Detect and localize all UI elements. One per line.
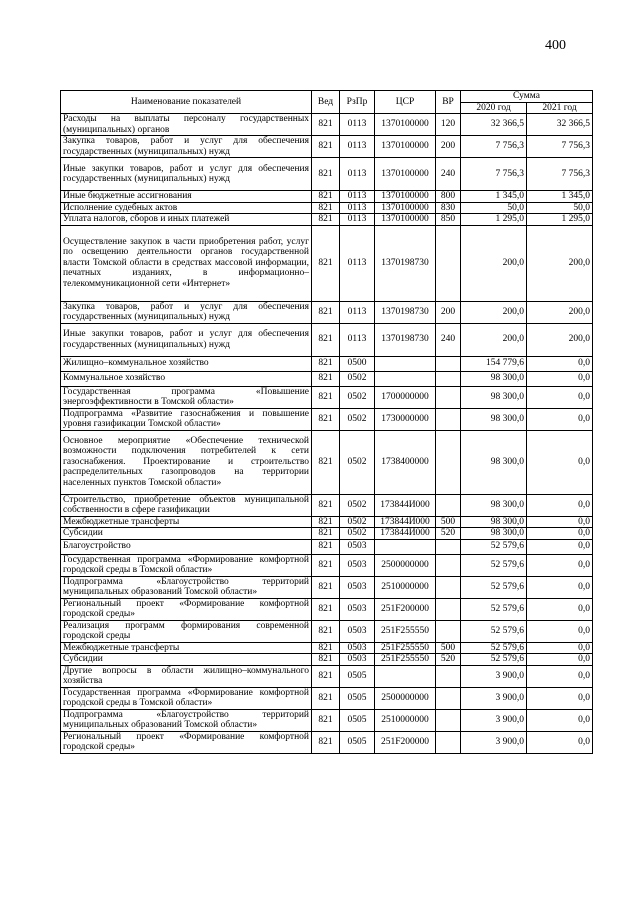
table-row: [61, 687, 593, 709]
row-sum-2020: 98 300,0: [461, 516, 527, 528]
row-sum-2021: 0,0: [527, 371, 593, 386]
row-sum-2021: 0,0: [527, 642, 593, 654]
row-name: Иные закупки товаров, работ и услуг для обеспечения государственных (муниципальных) нужд: [61, 323, 312, 356]
table-row: [61, 114, 593, 136]
row-sum-2021: 200,0: [527, 225, 593, 301]
row-ved: 821: [312, 494, 340, 516]
page-number: 400: [545, 38, 566, 53]
row-sum-2021: 7 756,3: [527, 158, 593, 191]
row-sum-2020: 1 295,0: [461, 214, 527, 226]
row-ved: 821: [312, 598, 340, 620]
row-sum-2021: 7 756,3: [527, 136, 593, 158]
row-vr: [436, 408, 461, 430]
row-vr: 520: [436, 654, 461, 666]
row-ved: 821: [312, 709, 340, 731]
row-csr: 2510000000: [375, 576, 436, 598]
row-vr: [436, 709, 461, 731]
row-name: Государственная программа «Формирование комфортной городской среды в Томской области»: [61, 554, 312, 576]
row-csr: 251F200000: [375, 731, 436, 753]
row-sum-2020: 154 779,6: [461, 356, 527, 371]
row-csr: 1370100000: [375, 114, 436, 136]
row-csr: 173844И000: [375, 494, 436, 516]
row-csr: [375, 356, 436, 371]
row-csr: 1370198730: [375, 323, 436, 356]
table-row: [61, 214, 593, 226]
row-sum-2021: 1 345,0: [527, 191, 593, 203]
row-csr: 1370198730: [375, 301, 436, 323]
row-name: Межбюджетные трансферты: [61, 642, 312, 654]
row-sum-2020: 200,0: [461, 323, 527, 356]
row-ved: 821: [312, 136, 340, 158]
row-csr: [375, 539, 436, 554]
row-ved: 821: [312, 356, 340, 371]
row-sum-2021: 0,0: [527, 528, 593, 540]
row-name: Осуществление закупок в части приобретения работ, услуг по освещению деятельности органов государственной власти Томской области в средствах массовой информации, печатных изданиях, в информационно–телекоммуникационной сети «Интернет»: [61, 225, 312, 301]
row-csr: 1370100000: [375, 214, 436, 226]
row-sum-2021: 0,0: [527, 620, 593, 642]
row-sum-2021: 200,0: [527, 323, 593, 356]
row-vr: 240: [436, 323, 461, 356]
row-rzpr: 0503: [340, 642, 375, 654]
row-rzpr: 0502: [340, 430, 375, 494]
row-vr: [436, 539, 461, 554]
row-csr: 1370100000: [375, 136, 436, 158]
row-sum-2021: 0,0: [527, 709, 593, 731]
row-csr: 2500000000: [375, 554, 436, 576]
row-vr: [436, 687, 461, 709]
row-sum-2020: 52 579,6: [461, 598, 527, 620]
row-rzpr: 0502: [340, 371, 375, 386]
row-ved: 821: [312, 386, 340, 408]
row-rzpr: 0502: [340, 528, 375, 540]
header-rzpr: РзПр: [340, 91, 375, 114]
row-sum-2021: 0,0: [527, 408, 593, 430]
row-vr: 520: [436, 528, 461, 540]
table-row: [61, 709, 593, 731]
row-csr: 2510000000: [375, 709, 436, 731]
table-row: [61, 386, 593, 408]
header-ved: Вед: [312, 91, 340, 114]
row-rzpr: 0503: [340, 539, 375, 554]
row-name: Иные закупки товаров, работ и услуг для обеспечения государственных (муниципальных) нужд: [61, 158, 312, 191]
row-rzpr: 0113: [340, 202, 375, 214]
row-csr: 173844И000: [375, 528, 436, 540]
table-row: [61, 371, 593, 386]
row-ved: 821: [312, 687, 340, 709]
row-vr: [436, 430, 461, 494]
header-csr: ЦСР: [375, 91, 436, 114]
row-vr: 200: [436, 136, 461, 158]
row-name: Подпрограмма «Развитие газоснабжения и повышение уровня газификации Томской области»: [61, 408, 312, 430]
table-body: [61, 114, 593, 754]
row-rzpr: 0113: [340, 191, 375, 203]
row-vr: [436, 665, 461, 687]
row-sum-2021: 50,0: [527, 202, 593, 214]
header-year-2021: 2021 год: [527, 102, 593, 114]
row-name: Подпрограмма «Благоустройство территорий муниципальных образований Томской области»: [61, 709, 312, 731]
header-name: Наименование показателей: [61, 91, 312, 114]
row-ved: 821: [312, 214, 340, 226]
row-csr: 2500000000: [375, 687, 436, 709]
row-name: Государственная программа «Повышение энергоэффективности в Томской области»: [61, 386, 312, 408]
row-name: Государственная программа «Формирование комфортной городской среды в Томской области»: [61, 687, 312, 709]
row-ved: 821: [312, 576, 340, 598]
row-rzpr: 0113: [340, 225, 375, 301]
row-csr: 173844И000: [375, 516, 436, 528]
row-name: Закупка товаров, работ и услуг для обеспечения государственных (муниципальных) нужд: [61, 301, 312, 323]
row-sum-2021: 32 366,5: [527, 114, 593, 136]
row-ved: 821: [312, 528, 340, 540]
row-rzpr: 0502: [340, 386, 375, 408]
row-rzpr: 0503: [340, 598, 375, 620]
row-csr: [375, 371, 436, 386]
table-row: [61, 665, 593, 687]
row-sum-2020: 98 300,0: [461, 386, 527, 408]
row-name: Благоустройство: [61, 539, 312, 554]
row-name: Субсидии: [61, 654, 312, 666]
row-ved: 821: [312, 516, 340, 528]
table-row: [61, 731, 593, 753]
row-csr: 251F255550: [375, 642, 436, 654]
row-csr: 1700000000: [375, 386, 436, 408]
row-rzpr: 0505: [340, 665, 375, 687]
row-sum-2020: 52 579,6: [461, 654, 527, 666]
row-sum-2020: 52 579,6: [461, 576, 527, 598]
row-sum-2020: 32 366,5: [461, 114, 527, 136]
row-sum-2020: 7 756,3: [461, 158, 527, 191]
row-sum-2020: 98 300,0: [461, 528, 527, 540]
row-rzpr: 0505: [340, 709, 375, 731]
row-name: Жилищно–коммунальное хозяйство: [61, 356, 312, 371]
row-sum-2020: 98 300,0: [461, 494, 527, 516]
row-name: Коммунальное хозяйство: [61, 371, 312, 386]
row-name: Исполнение судебных актов: [61, 202, 312, 214]
table-row: [61, 323, 593, 356]
table-row: [61, 528, 593, 540]
row-sum-2021: 0,0: [527, 554, 593, 576]
row-ved: 821: [312, 654, 340, 666]
row-sum-2021: 0,0: [527, 731, 593, 753]
row-name: Региональный проект «Формирование комфортной городской среды»: [61, 598, 312, 620]
row-rzpr: 0113: [340, 214, 375, 226]
table-row: [61, 356, 593, 371]
row-rzpr: 0502: [340, 516, 375, 528]
row-rzpr: 0113: [340, 136, 375, 158]
row-vr: 800: [436, 191, 461, 203]
row-ved: 821: [312, 554, 340, 576]
row-rzpr: 0113: [340, 323, 375, 356]
row-vr: 850: [436, 214, 461, 226]
row-sum-2020: 98 300,0: [461, 371, 527, 386]
row-sum-2021: 0,0: [527, 430, 593, 494]
row-ved: 821: [312, 620, 340, 642]
table-row: [61, 620, 593, 642]
row-vr: 500: [436, 642, 461, 654]
row-sum-2020: 3 900,0: [461, 731, 527, 753]
row-csr: 1730000000: [375, 408, 436, 430]
row-sum-2021: 200,0: [527, 301, 593, 323]
row-csr: 1738400000: [375, 430, 436, 494]
row-sum-2020: 52 579,6: [461, 554, 527, 576]
row-sum-2021: 0,0: [527, 687, 593, 709]
row-sum-2020: 200,0: [461, 301, 527, 323]
row-rzpr: 0503: [340, 654, 375, 666]
row-ved: 821: [312, 323, 340, 356]
row-sum-2020: 1 345,0: [461, 191, 527, 203]
row-ved: 821: [312, 225, 340, 301]
row-ved: 821: [312, 191, 340, 203]
row-name: Основное мероприятие «Обеспечение технической возможности подключения потребителей к сети газоснабжения. Проектирование и строительство распределительных газопроводов на территории населенных пунктов Томской области»: [61, 430, 312, 494]
row-ved: 821: [312, 408, 340, 430]
row-name: Расходы на выплаты персоналу государственных (муниципальных) органов: [61, 114, 312, 136]
row-sum-2021: 0,0: [527, 516, 593, 528]
row-csr: 1370100000: [375, 158, 436, 191]
row-sum-2020: 98 300,0: [461, 408, 527, 430]
row-ved: 821: [312, 301, 340, 323]
row-rzpr: 0113: [340, 301, 375, 323]
row-name: Межбюджетные трансферты: [61, 516, 312, 528]
table-row: [61, 654, 593, 666]
table-row: [61, 136, 593, 158]
row-vr: [436, 576, 461, 598]
row-ved: 821: [312, 202, 340, 214]
row-sum-2021: 0,0: [527, 539, 593, 554]
header-sum: Сумма: [461, 91, 593, 103]
row-name: Другие вопросы в области жилищно–коммунального хозяйства: [61, 665, 312, 687]
row-vr: 500: [436, 516, 461, 528]
row-vr: 200: [436, 301, 461, 323]
row-sum-2020: 50,0: [461, 202, 527, 214]
row-rzpr: 0502: [340, 408, 375, 430]
row-name: Строительство, приобретение объектов муниципальной собственности в сфере газификации: [61, 494, 312, 516]
row-vr: [436, 371, 461, 386]
row-vr: [436, 731, 461, 753]
row-rzpr: 0113: [340, 158, 375, 191]
row-sum-2020: 98 300,0: [461, 430, 527, 494]
row-csr: 1370100000: [375, 191, 436, 203]
row-vr: [436, 356, 461, 371]
row-name: Уплата налогов, сборов и иных платежей: [61, 214, 312, 226]
row-sum-2021: 0,0: [527, 576, 593, 598]
table-row: [61, 576, 593, 598]
row-rzpr: 0113: [340, 114, 375, 136]
table-row: [61, 554, 593, 576]
row-csr: 1370198730: [375, 225, 436, 301]
row-sum-2020: 200,0: [461, 225, 527, 301]
row-vr: 120: [436, 114, 461, 136]
row-sum-2021: 0,0: [527, 665, 593, 687]
table-row: [61, 430, 593, 494]
row-sum-2020: 52 579,6: [461, 539, 527, 554]
table-row: [61, 301, 593, 323]
row-ved: 821: [312, 539, 340, 554]
row-ved: 821: [312, 114, 340, 136]
row-sum-2020: 3 900,0: [461, 709, 527, 731]
row-ved: 821: [312, 642, 340, 654]
table-row: [61, 598, 593, 620]
row-name: Закупка товаров, работ и услуг для обеспечения государственных (муниципальных) нужд: [61, 136, 312, 158]
row-ved: 821: [312, 158, 340, 191]
table-row: [61, 516, 593, 528]
row-vr: [436, 386, 461, 408]
row-sum-2021: 0,0: [527, 356, 593, 371]
table-row: [61, 158, 593, 191]
row-ved: 821: [312, 665, 340, 687]
row-sum-2021: 1 295,0: [527, 214, 593, 226]
table-row: [61, 225, 593, 301]
row-csr: [375, 665, 436, 687]
row-name: Иные бюджетные ассигнования: [61, 191, 312, 203]
row-name: Реализация программ формирования современной городской среды: [61, 620, 312, 642]
row-sum-2020: 3 900,0: [461, 665, 527, 687]
table-row: [61, 494, 593, 516]
table-row: [61, 539, 593, 554]
budget-table: [60, 90, 593, 754]
row-rzpr: 0503: [340, 554, 375, 576]
table-row: [61, 191, 593, 203]
row-vr: [436, 554, 461, 576]
row-name: Региональный проект «Формирование комфортной городской среды»: [61, 731, 312, 753]
table-row: [61, 408, 593, 430]
header-vr: ВР: [436, 91, 461, 114]
row-vr: 830: [436, 202, 461, 214]
row-rzpr: 0500: [340, 356, 375, 371]
row-sum-2021: 0,0: [527, 654, 593, 666]
table-row: [61, 642, 593, 654]
row-sum-2020: 7 756,3: [461, 136, 527, 158]
row-rzpr: 0502: [340, 494, 375, 516]
row-csr: 251F255550: [375, 620, 436, 642]
row-sum-2020: 52 579,6: [461, 620, 527, 642]
row-vr: [436, 620, 461, 642]
row-name: Субсидии: [61, 528, 312, 540]
row-rzpr: 0503: [340, 576, 375, 598]
row-vr: [436, 494, 461, 516]
row-vr: 240: [436, 158, 461, 191]
row-rzpr: 0503: [340, 620, 375, 642]
header-year-2020: 2020 год: [461, 102, 527, 114]
row-vr: [436, 598, 461, 620]
row-csr: 1370100000: [375, 202, 436, 214]
row-csr: 251F200000: [375, 598, 436, 620]
row-vr: [436, 225, 461, 301]
row-rzpr: 0505: [340, 731, 375, 753]
row-ved: 821: [312, 430, 340, 494]
row-sum-2021: 0,0: [527, 598, 593, 620]
row-sum-2020: 52 579,6: [461, 642, 527, 654]
row-ved: 821: [312, 731, 340, 753]
row-sum-2021: 0,0: [527, 494, 593, 516]
table-row: [61, 202, 593, 214]
row-sum-2020: 3 900,0: [461, 687, 527, 709]
row-csr: 251F255550: [375, 654, 436, 666]
row-rzpr: 0505: [340, 687, 375, 709]
row-sum-2021: 0,0: [527, 386, 593, 408]
row-name: Подпрограмма «Благоустройство территорий муниципальных образований Томской области»: [61, 576, 312, 598]
row-ved: 821: [312, 371, 340, 386]
